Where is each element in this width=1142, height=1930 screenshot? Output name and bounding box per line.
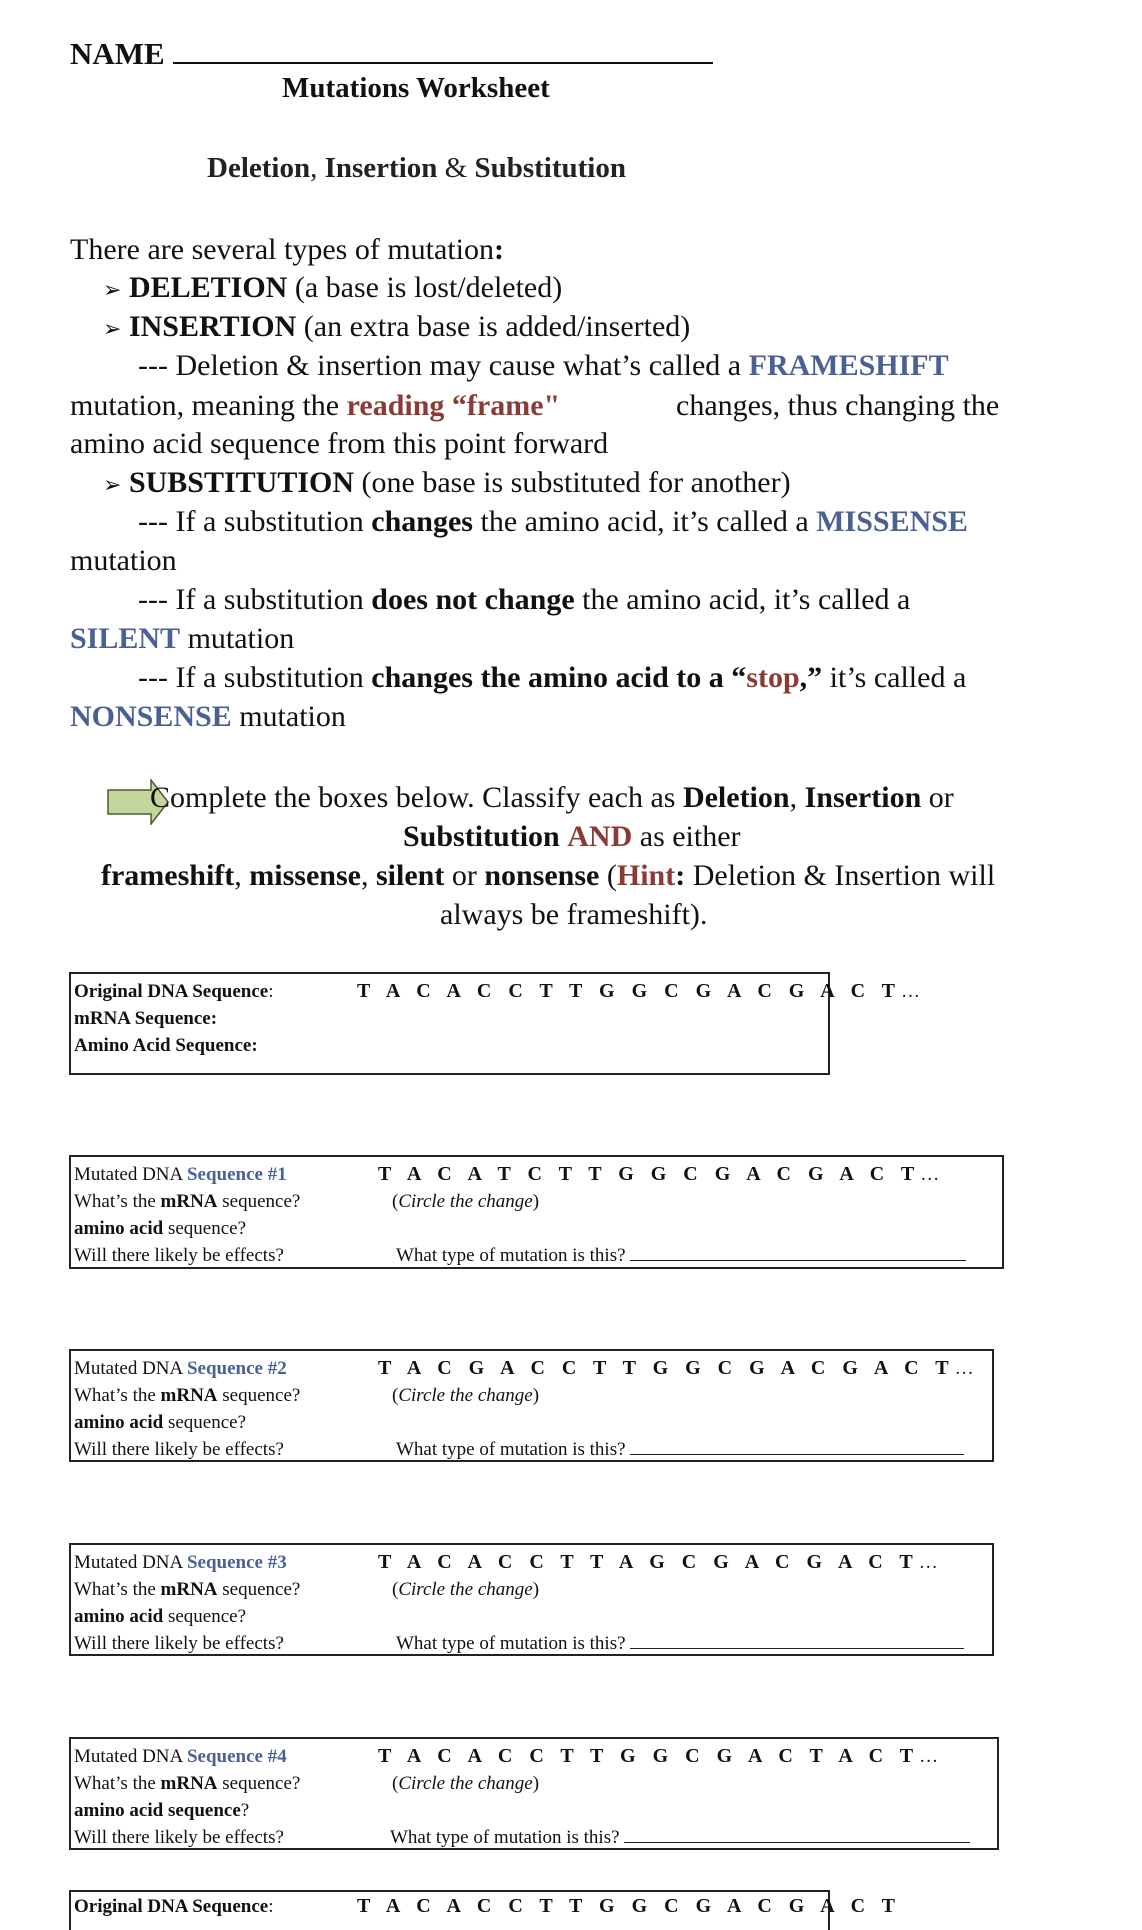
- original-sequence-box: [69, 972, 921, 1075]
- answer-line[interactable]: [630, 1630, 964, 1649]
- intro-lead: There are several types of mutation:: [70, 233, 504, 266]
- amino-question: amino acid sequence?: [74, 1412, 247, 1433]
- partial-dna-sequence: T A C A C C T T G G C G A C G A C T: [357, 1895, 902, 1917]
- circle-change-note: (Circle the change): [392, 1579, 540, 1600]
- mutation-type-question[interactable]: What type of mutation is this?: [396, 1242, 966, 1269]
- original-dna-label: Original DNA Sequence:: [74, 981, 274, 1002]
- mrna-question: What’s the mRNA sequence?: [74, 1385, 301, 1406]
- bullet-arrow-icon: ➢: [103, 316, 122, 341]
- mrna-question: What’s the mRNA sequence?: [74, 1579, 301, 1600]
- original-amino-label: Amino Acid Sequence:: [74, 1035, 258, 1056]
- circle-change-note: (Circle the change): [392, 1385, 540, 1406]
- silent-line2: SILENT mutation: [70, 622, 295, 655]
- page-title: Mutations Worksheet: [282, 72, 550, 104]
- mutated-dna-label: Mutated DNA Sequence #1: [74, 1164, 287, 1185]
- mutation-type-question[interactable]: What type of mutation is this?: [396, 1436, 964, 1463]
- effects-question: Will there likely be effects?: [74, 1827, 284, 1848]
- instructions-line1: Complete the boxes below. Classify each as Deletion, Insertion or: [150, 781, 954, 814]
- bullet-insertion: ➢ INSERTION (an extra base is added/inserted): [103, 310, 691, 343]
- mutated-dna-sequence: T A C A C C T T A G C G A C G A C T…: [378, 1551, 938, 1573]
- mrna-question: What’s the mRNA sequence?: [74, 1191, 301, 1212]
- missense-line2: mutation: [70, 544, 177, 577]
- instructions-line4: always be frameshift).: [440, 898, 708, 931]
- mutation-type-question[interactable]: What type of mutation is this?: [396, 1630, 964, 1657]
- mrna-question: What’s the mRNA sequence?: [74, 1773, 301, 1794]
- name-field[interactable]: [70, 34, 713, 72]
- mutated-sequence-box-3: [69, 1543, 994, 1656]
- amino-question: amino acid sequence?: [74, 1606, 247, 1627]
- amino-question: amino acid sequence?: [74, 1218, 247, 1239]
- mutated-sequence-box-4: [69, 1737, 999, 1850]
- partial-original-sequence-box: [69, 1890, 902, 1930]
- effects-question: Will there likely be effects?: [74, 1439, 284, 1460]
- mutated-dna-sequence: T A C A T C T T G G C G A C G A C T…: [378, 1163, 940, 1185]
- effects-question: Will there likely be effects?: [74, 1633, 284, 1654]
- frameshift-line2: mutation, meaning the reading “frame": [70, 389, 561, 422]
- frameshift-line2b: changes, thus changing the: [676, 389, 1000, 422]
- name-label: NAME: [70, 36, 165, 71]
- mutated-dna-label: Mutated DNA Sequence #3: [74, 1552, 287, 1573]
- mutated-dna-label: Mutated DNA Sequence #2: [74, 1358, 287, 1379]
- instructions-line2: Substitution AND as either: [403, 820, 741, 853]
- original-mrna-label: mRNA Sequence:: [74, 1008, 218, 1029]
- instructions-line3: frameshift, missense, silent or nonsense (Hint: Deletion & Insertion will: [101, 859, 996, 892]
- bullet-arrow-icon: ➢: [103, 277, 122, 302]
- silent-line1: --- If a substitution does not change the amino acid, it’s called a: [138, 583, 911, 616]
- frameshift-line1: --- Deletion & insertion may cause what’s called a FRAMESHIFT: [138, 349, 949, 382]
- mutated-sequence-box-1: [69, 1155, 1004, 1269]
- partial-dna-label: Original DNA Sequence:: [74, 1896, 274, 1917]
- mutated-sequence-box-2: [69, 1349, 994, 1462]
- bullet-deletion: ➢ DELETION (a base is lost/deleted): [103, 271, 563, 304]
- effects-question: Will there likely be effects?: [74, 1245, 284, 1266]
- mutation-type-question[interactable]: What type of mutation is this?: [390, 1824, 970, 1851]
- answer-line[interactable]: [630, 1436, 964, 1455]
- name-blank-line[interactable]: [173, 34, 713, 64]
- original-dna-sequence: T A C A C C T T G G C G A C G A C T…: [357, 980, 921, 1002]
- page-subtitle: Deletion, Insertion & Substitution: [207, 152, 626, 184]
- missense-line1: --- If a substitution changes the amino acid, it’s called a MISSENSE: [138, 505, 968, 538]
- bullet-substitution: ➢ SUBSTITUTION (one base is substituted for another): [103, 466, 791, 499]
- mutated-dna-sequence: T A C A C C T T G G C G A C T A C T…: [378, 1745, 939, 1767]
- amino-question: amino acid sequence?: [74, 1800, 250, 1821]
- answer-line[interactable]: [624, 1824, 970, 1843]
- circle-change-note: (Circle the change): [392, 1191, 540, 1212]
- frameshift-line3: amino acid sequence from this point forward: [70, 427, 609, 460]
- mutated-dna-sequence: T A C G A C C T T G G C G A C G A C T…: [378, 1357, 974, 1379]
- nonsense-line2: NONSENSE mutation: [70, 700, 346, 733]
- answer-line[interactable]: [630, 1242, 966, 1261]
- mutated-dna-label: Mutated DNA Sequence #4: [74, 1746, 287, 1767]
- bullet-arrow-icon: ➢: [103, 472, 122, 497]
- circle-change-note: (Circle the change): [392, 1773, 540, 1794]
- nonsense-line1: --- If a substitution changes the amino acid to a “stop,” it’s called a: [138, 661, 967, 694]
